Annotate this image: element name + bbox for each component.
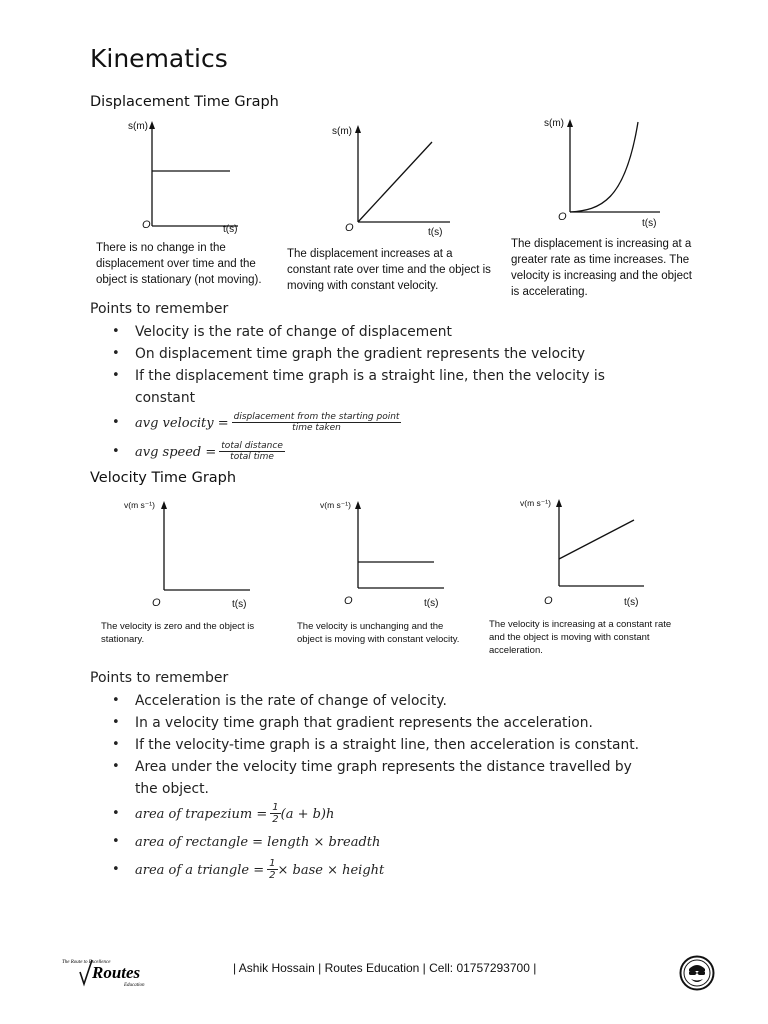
x-axis-label: t(s) [624, 597, 639, 608]
formula-area-triangle: • area of a triangle = $\frac{1}{2}$ × base × height [108, 856, 648, 885]
displacement-graph-stationary [110, 116, 250, 238]
x-axis-label: t(s) [424, 598, 439, 609]
svg-text:Routes: Routes [92, 963, 141, 982]
origin-label: O [142, 219, 151, 231]
points-heading-displacement: Points to remember [90, 301, 229, 317]
list-item: • On displacement time graph the gradient represents the velocity [108, 343, 668, 365]
velocity-caption-3: The velocity is increasing at a constant rate and the object is moving with constant acceleration. [489, 619, 672, 656]
y-axis-label: v(m s⁻¹) [124, 500, 155, 510]
velocity-points-list [108, 690, 648, 885]
origin-label: O [345, 222, 354, 234]
list-item: • If the velocity-time graph is a straight line, then acceleration is constant. [108, 734, 648, 756]
routes-logo [58, 956, 162, 990]
displacement-caption-2: The displacement increases at a constant rate over time and the object is moving with constant velocity. [287, 248, 491, 292]
velocity-graph-constant-acceleration [518, 492, 668, 610]
avatar-icon [679, 955, 715, 991]
velocity-section-heading: Velocity Time Graph [90, 470, 237, 486]
displacement-section-heading: Displacement Time Graph [90, 94, 279, 110]
list-item: • In a velocity time graph that gradient represents the acceleration. [108, 712, 648, 734]
displacement-graph-constant-velocity [310, 120, 460, 242]
velocity-caption-1: The velocity is zero and the object is stationary. [101, 621, 255, 645]
x-axis-label: t(s) [232, 599, 247, 610]
origin-label: O [544, 595, 553, 607]
displacement-points-list [108, 321, 668, 467]
formula-avg-speed: • avg speed = $\frac{\text{total distance}}{\text{total time}}$ [108, 438, 668, 467]
velocity-graph-stationary [120, 494, 260, 612]
list-item: • If the displacement time graph is a straight line, then the velocity is constant [108, 365, 668, 409]
list-item: • Area under the velocity time graph represents the distance travelled by the object. [108, 756, 648, 800]
displacement-caption-1: There is no change in the displacement over time and the object is stationary (not moving). [96, 242, 262, 286]
displacement-caption-3: The displacement is increasing at a greater rate as time increases. The velocity is increasing and the object is accelerating. [511, 238, 692, 298]
y-axis-label: s(m) [128, 121, 148, 132]
x-axis-label: t(s) [428, 227, 443, 238]
origin-label: O [558, 211, 567, 223]
list-item: • Velocity is the rate of change of displacement [108, 321, 668, 343]
svg-text:Education: Education [124, 983, 145, 988]
x-axis-label: t(s) [642, 218, 657, 229]
y-axis-label: v(m s⁻¹) [520, 498, 551, 508]
formula-area-rectangle: • area of rectangle = length × breadth [108, 829, 648, 856]
footer-contact: | Ashik Hossain | Routes Education | Cell: 01757293700 | [233, 961, 537, 975]
formula-avg-velocity: • avg velocity = $\frac{\text{displacement from the starting point}}{\text{time taken}}$ [108, 409, 668, 438]
origin-label: O [344, 595, 353, 607]
svg-text:The Route to Excellence: The Route to Excellence [62, 960, 111, 965]
x-axis-label: t(s) [223, 224, 238, 235]
y-axis-label: s(m) [544, 118, 564, 129]
list-item: • Acceleration is the rate of change of velocity. [108, 690, 648, 712]
velocity-caption-2: The velocity is unchanging and the object is moving with constant velocity. [297, 621, 460, 645]
y-axis-label: v(m s⁻¹) [320, 500, 351, 510]
origin-label: O [152, 597, 161, 609]
formula-area-trapezium: • area of trapezium = $\frac{1}{2}$ (a + b)h [108, 800, 648, 829]
y-axis-label: s(m) [332, 126, 352, 137]
displacement-graph-accelerating [540, 112, 690, 234]
page-title: Kinematics [90, 44, 228, 73]
points-heading-velocity: Points to remember [90, 670, 229, 686]
velocity-graph-constant-velocity [318, 494, 458, 612]
